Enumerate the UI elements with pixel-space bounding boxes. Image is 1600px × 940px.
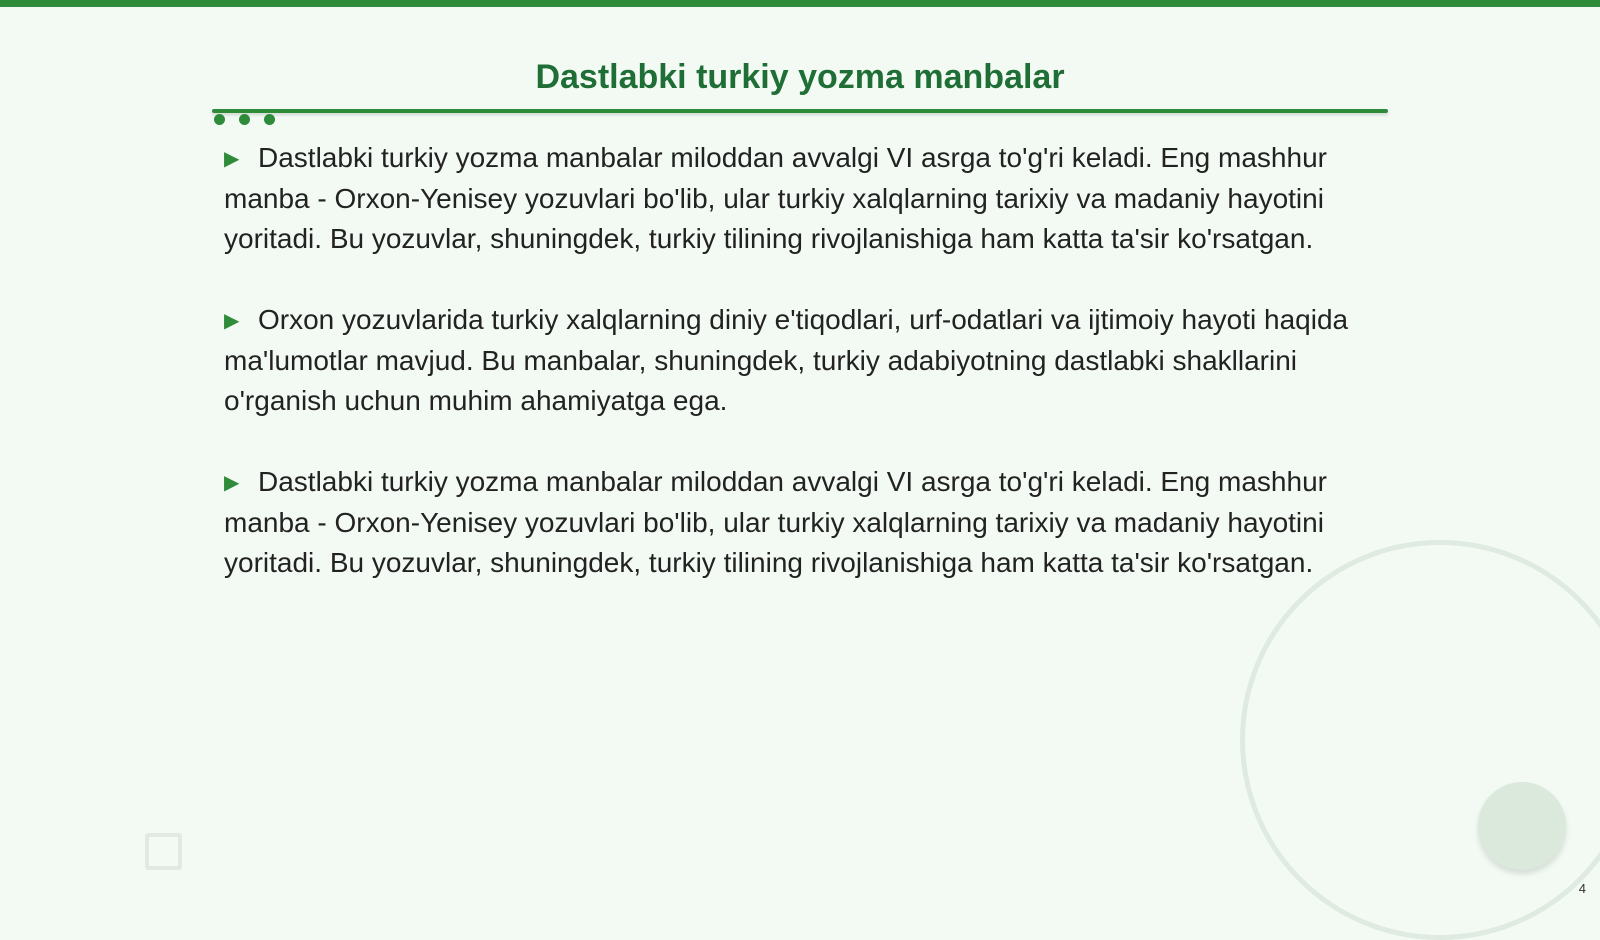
bullet-item — [224, 300, 1384, 421]
triangle-right-icon: ▶ — [224, 310, 240, 332]
bullet-item — [224, 138, 1384, 259]
bullet-text: Dastlabki turkiy yozma manbalar miloddan avvalgi VI asrga to'g'ri keladi. Eng mashhur manba - Orxon-Yenisey yozuvlari bo'lib, ular turkiy xalqlarning tarixiy va madaniy hayotini yoritadi. Bu yozuvlar, shuningdek, turkiy tilining rivojlanishiga ham katta ta'sir ko'rsatgan. — [224, 142, 1327, 254]
underline-dot — [239, 114, 250, 125]
page-number: 4 — [1578, 881, 1586, 896]
triangle-right-icon: ▶ — [224, 148, 240, 170]
top-accent-bar — [0, 0, 1600, 7]
decorative-circle — [1478, 782, 1566, 870]
triangle-right-icon: ▶ — [224, 472, 240, 494]
slide-title: Dastlabki turkiy yozma manbalar — [535, 58, 1065, 96]
bullet-item — [224, 462, 1384, 583]
underline-dot — [264, 114, 275, 125]
bullet-list — [224, 138, 1384, 624]
bullet-text: Orxon yozuvlarida turkiy xalqlarning diniy e'tiqodlari, urf-odatlari va ijtimoiy hayoti haqida ma'lumotlar mavjud. Bu manbalar, shuningdek, turkiy adabiyotning dastlabki shakllarini o'rganish uchun muhim ahamiyatga ega. — [224, 304, 1349, 416]
bullet-text: Dastlabki turkiy yozma manbalar miloddan avvalgi VI asrga to'g'ri keladi. Eng mashhur manba - Orxon-Yenisey yozuvlari bo'lib, ular turkiy xalqlarning tarixiy va madaniy hayotini yoritadi. Bu yozuvlar, shuningdek, turkiy tilining rivojlanishiga ham katta ta'sir ko'rsatgan. — [224, 466, 1327, 578]
underline-dot — [214, 114, 225, 125]
title-underline — [212, 109, 1388, 113]
decorative-square — [145, 833, 182, 870]
